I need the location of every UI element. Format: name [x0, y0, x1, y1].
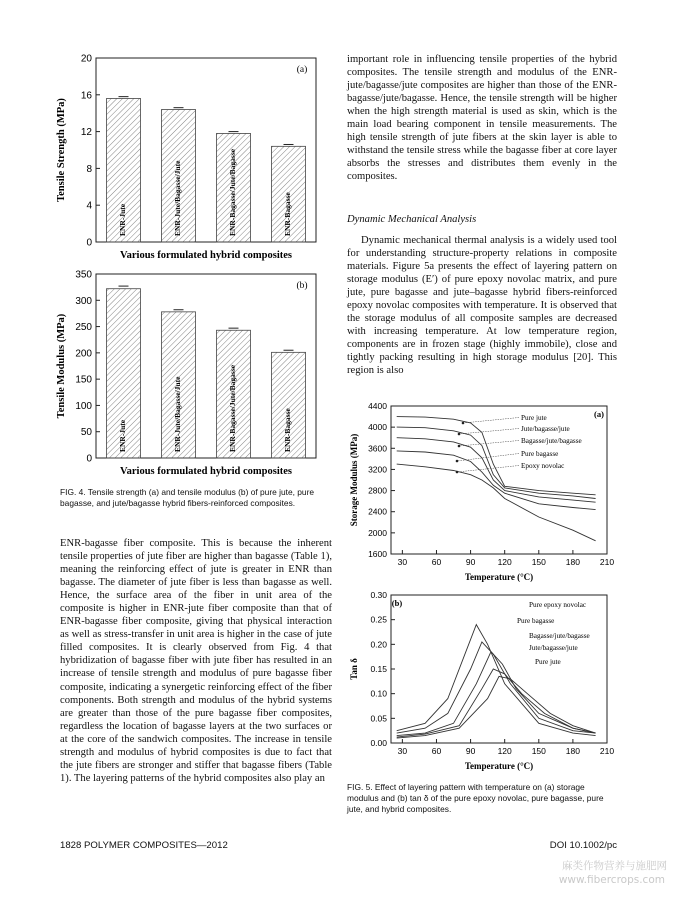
plot-frame: [391, 406, 607, 554]
y-tick-label: 4000: [368, 422, 387, 433]
bar-category-label: ENR-Jute: [118, 419, 128, 452]
y-axis-label: Tensile Modulus (MPa): [56, 313, 67, 419]
fig5b-svg: [345, 587, 620, 775]
y-tick-label: 2800: [368, 485, 387, 496]
watermark-line1: 麻类作物营养与施肥网: [562, 860, 667, 872]
legend-label: Pure jute: [535, 658, 561, 666]
legend-leader-line: [457, 466, 519, 473]
x-axis-label: Various formulated hybrid composites: [120, 250, 292, 261]
bar-category-label: ENR-Bagasse/Jute/Bagasse: [228, 148, 238, 236]
x-tick-label: 120: [497, 746, 512, 756]
y-tick-label: 0.20: [370, 639, 387, 650]
fig5b-chart: [345, 587, 620, 775]
x-tick-label: 90: [465, 557, 476, 567]
legend-leader-line: [459, 441, 519, 447]
fig4a-svg: [50, 52, 335, 264]
x-tick-label: 60: [431, 557, 442, 567]
legend-leader-line: [463, 418, 519, 424]
bar-category-label: ENR-Bagasse: [283, 192, 293, 236]
right-column-text-1: [347, 53, 617, 183]
legend-marker: [458, 445, 461, 448]
fig4a-chart: [50, 52, 335, 264]
y-tick-label: 0: [86, 453, 92, 465]
x-tick-label: 210: [599, 746, 615, 756]
series-line: [397, 451, 596, 510]
legend-label: Jute/bagasse/jute: [529, 644, 578, 652]
y-tick-label: 8: [86, 163, 92, 175]
panel-label: (a): [594, 409, 604, 419]
legend-label: Epoxy novolac: [521, 462, 565, 470]
y-tick-label: 3200: [368, 464, 387, 475]
panel-label: (b): [296, 281, 308, 291]
footer-right: DOI 10.1002/pc: [549, 840, 617, 851]
x-axis-label: Temperature (°C): [464, 572, 534, 582]
y-tick-label: 0.30: [370, 590, 387, 600]
plot-frame: [391, 595, 607, 743]
fig5-caption: FIG. 5. Effect of layering pattern with temperature on (a) storage modulus and (b) tan δ of the pure epoxy novolac, pure bagasse, pure jute, and hybrid composites.: [347, 782, 604, 814]
legend-label: Bagasse/jute/bagasse: [529, 632, 590, 640]
y-tick-label: 300: [75, 295, 92, 307]
legend-label: Pure epoxy novolac: [529, 601, 587, 609]
y-tick-label: 16: [80, 90, 92, 102]
fig4-caption: FIG. 4. Tensile strength (a) and tensile modulus (b) of pure jute, pure bagasse, and jute/bagasse hybrid fibers-reinforced composites.: [60, 487, 315, 508]
y-tick-label: 200: [75, 348, 92, 360]
x-axis-label: Various formulated hybrid composites: [120, 466, 292, 477]
y-tick-label: 350: [75, 269, 92, 281]
bar-category-label: ENR-Jute/Bagasse/Jute: [173, 376, 183, 452]
y-tick-label: 2000: [368, 527, 387, 538]
panel-label: (b): [391, 598, 403, 608]
x-tick-label: 180: [565, 557, 580, 567]
y-tick-label: 0.25: [370, 614, 387, 625]
right-column-text-2: [347, 234, 617, 378]
legend-leader-line: [459, 429, 519, 435]
x-tick-label: 150: [531, 746, 546, 756]
fig4b-chart: [50, 268, 335, 480]
y-tick-label: 250: [75, 322, 92, 334]
x-axis-label: Temperature (°C): [464, 761, 534, 771]
legend-marker: [462, 422, 465, 425]
y-axis-label: Storage Modulus (MPa): [349, 433, 359, 527]
y-tick-label: 50: [80, 427, 92, 439]
bar-category-label: ENR-Jute/Bagasse/Jute: [173, 160, 183, 236]
legend-leader-line: [457, 454, 519, 462]
fig4b-svg: [50, 268, 335, 480]
y-axis-label: Tensile Strength (MPa): [56, 98, 67, 202]
series-line: [397, 642, 596, 733]
y-tick-label: 12: [80, 127, 92, 139]
x-tick-label: 120: [497, 557, 512, 567]
legend-label: Pure jute: [521, 414, 547, 422]
fig5a-chart: [345, 398, 620, 586]
x-tick-label: 60: [431, 746, 442, 756]
y-axis-label: Tan δ: [349, 658, 359, 680]
y-tick-label: 0.15: [370, 664, 387, 674]
x-tick-label: 30: [397, 557, 408, 567]
fig5a-svg: [345, 398, 620, 586]
y-tick-label: 100: [75, 400, 92, 412]
x-tick-label: 180: [565, 746, 580, 756]
y-tick-label: 0.00: [370, 738, 387, 748]
series-line: [397, 676, 596, 738]
y-tick-label: 3600: [368, 443, 387, 454]
series-line: [397, 464, 596, 541]
panel-label: (a): [296, 65, 308, 75]
x-tick-label: 30: [397, 746, 408, 756]
bar-category-label: ENR-Jute: [118, 203, 128, 236]
section-title: Dynamic Mechanical Analysis: [347, 214, 477, 225]
x-tick-label: 210: [599, 557, 615, 567]
bar-category-label: ENR-Bagasse/Jute/Bagasse: [228, 364, 238, 452]
legend-marker: [456, 460, 459, 463]
series-line: [397, 625, 596, 736]
legend-label: Bagasse/jute/bagasse: [521, 437, 582, 445]
y-tick-label: 2400: [368, 506, 387, 517]
y-tick-label: 0.10: [370, 688, 387, 699]
watermark-line2: www.fibercrops.com: [558, 874, 665, 886]
y-tick-label: 20: [80, 53, 92, 65]
left-paragraph: ENR-bagasse fiber composite. This is because the inherent tensile properties of jute fiber are higher than bagasse (Table 1), meaning the reinforcing effect of jute is greater in ENR than bagasse. The diameter of jute fiber is less than bagasse as well. Hence, the surface area of the fiber in unit area of the composite is higher in ENR-jute fiber composite than that of ENR-bagasse fiber composite, giving that physical interaction as well as stress-transfer in unit area is higher in the case of jute filled composites. It is clearly observed from Fig. 4 that hybridization of bagasse fiber with jute fiber has resulted in an increase of tensile strength and modulus of pure bagasse fiber composite, indicating a synergetic reinforcing effect of the fiber components. Both strength and modulus of the hybrid systems are greater than those of the pure bagasse fiber composites, regardless the location of bagasse layers at the two surfaces or at the core of the sandwich composites. The increase in tensile strength and modulus of hybrid composites is due to fact that the jute fibers are stronger and stiffer that bagasse fibers (Table 1). The layering patterns of the hybrid composites also play an: [60, 538, 332, 784]
left-column-text: [60, 537, 332, 785]
y-tick-label: 1600: [368, 549, 387, 559]
footer-left: 1828 POLYMER COMPOSITES—2012: [60, 840, 228, 851]
x-tick-label: 150: [531, 557, 546, 567]
legend-label: Pure bagasse: [521, 450, 559, 458]
right-paragraph-2: Dynamic mechanical thermal analysis is a widely used tool for understanding structure-property relations in composite materials. Figure 5a presents the effect of layering pattern on storage modulus (E′) of pure epoxy novolac matrix, and pure jute, pure bagasse and jute–bagasse hybrid fibers-reinforced epoxy novolac composites with temperature. It is observed that the storage modulus of all composite samples are decreased with increasing temperature. At low temperature region, components are in frozen stage (highly immobile), close and tightly packing resulting in high storage modulus [20]. This region is also: [347, 235, 617, 377]
right-paragraph-1: important role in influencing tensile properties of the hybrid composites. The tensile strength and modulus of the ENR-jute/bagasse/jute composites are higher than those of the ENR-bagasse/jute/bagasse. Hence, the tensile strength will be higher when the high strength material is used as skin, which is the main load bearing component in tensile measurements. The high tensile strength of jute fibers at the skin layer is able to withstand the tensile stress while the bagasse fiber at core layer absorbs the stresses and distributes them evenly in the composites.: [347, 54, 617, 183]
legend-marker: [456, 471, 459, 474]
y-tick-label: 4: [86, 200, 92, 212]
y-tick-label: 4400: [368, 401, 387, 411]
y-tick-label: 0: [86, 237, 92, 249]
legend-marker: [458, 433, 461, 436]
y-tick-label: 150: [75, 374, 92, 386]
bar-category-label: ENR-Bagasse: [283, 408, 293, 452]
x-tick-label: 90: [465, 746, 476, 756]
legend-label: Pure bagasse: [517, 617, 555, 625]
legend-label: Jute/bagasse/jute: [521, 425, 570, 433]
y-tick-label: 0.05: [370, 713, 387, 724]
